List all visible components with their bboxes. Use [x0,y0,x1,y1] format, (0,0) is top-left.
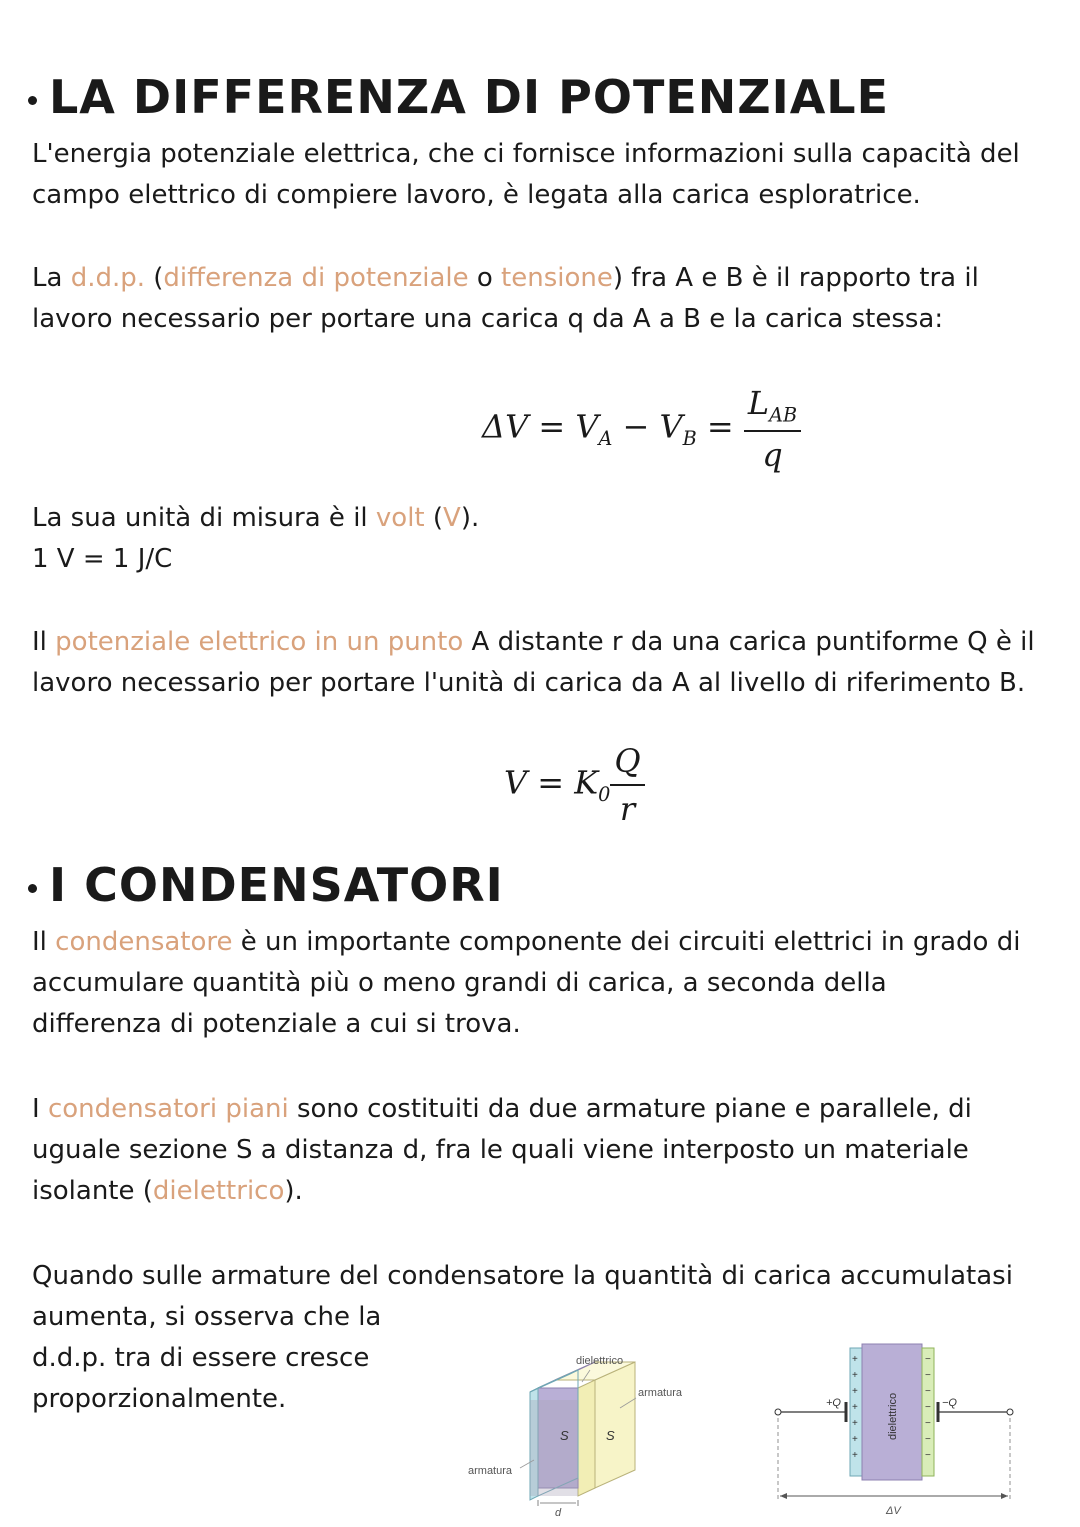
text-line: d.d.p. tra di essere cresce [32,1343,370,1373]
text-line: aumenta, si osserva che la [32,1302,382,1332]
label-s-right: S [606,1428,615,1443]
paragraph-volt [32,498,1052,580]
paragraph-capacitor [32,922,1052,1045]
eq-subscript: AB [769,403,798,427]
highlight-text: condensatore [55,927,233,957]
highlight-text: potenziale elettrico in un punto [55,627,464,657]
label-dielettrico: dielettrico [576,1355,624,1367]
terminal-node-left [775,1409,781,1415]
text: A distante r da una carica puntiforme Q è il [463,627,1035,657]
plate-shadow [530,1400,578,1496]
text: ). [460,503,480,533]
label-armatura-right: armatura [638,1387,683,1399]
svg-text:+: + [852,1418,858,1429]
eq-fraction [744,384,801,474]
text: La [32,263,71,293]
text-line [32,258,1052,299]
highlight-text: tensione [501,263,613,293]
svg-text:−: − [925,1402,931,1413]
eq-numerator [744,384,801,432]
text: ). [284,1176,303,1206]
eq-subscript: B [682,427,697,451]
highlight-text: differenza di potenziale [163,263,469,293]
svg-text:−: − [925,1386,931,1397]
text-line: uguale sezione S a distanza d, fra le quali viene interposto un materiale [32,1135,969,1165]
text-line: lavoro necessario per portare l'unità di carica da A al livello di riferimento B. [32,668,1026,698]
text-line [32,922,1052,963]
section-heading-capacitors [28,858,504,912]
text: I [32,1094,48,1124]
text: ( [145,263,164,293]
paragraph-plane-capacitors [32,1089,1052,1212]
highlight-text: dielettrico [152,1176,285,1206]
svg-text:+: + [852,1370,858,1381]
label-plus-q: +Q [826,1397,841,1409]
text-line: accumulare quantità più o meno grandi di carica, a seconda della [32,968,887,998]
label-d: d [555,1507,562,1519]
label-minus-q: −Q [942,1397,957,1409]
text: Il [32,627,56,657]
text: Il [32,927,56,957]
eq-fraction [610,742,644,828]
text: sono costituiti da due armature piane e parallele, di [288,1094,972,1124]
text-line: differenza di potenziale a cui si trova. [32,1009,521,1039]
highlight-text: volt [375,503,425,533]
label-dielettrico-vertical: dielettrico [887,1392,899,1440]
paragraph-electric-potential [32,622,1052,704]
label-delta-v: ΔV [886,1505,901,1517]
label-armatura-left: armatura [468,1465,513,1477]
text-line: 1 V = 1 J/C [32,544,173,574]
section-heading-potential [28,70,889,124]
text-line: proporzionalmente. [32,1384,287,1414]
svg-text:+: + [852,1434,858,1445]
svg-text:−: − [925,1370,931,1381]
text-line: campo elettrico di compiere lavoro, è legata alla carica esploratrice. [32,180,921,210]
text-line: Quando sulle armature del condensatore la quantità di carica accumulatasi [32,1261,1013,1291]
text: isolante ( [32,1176,153,1206]
highlight-text: V [443,503,461,533]
svg-text:−: − [925,1450,931,1461]
equation-point-potential [504,742,645,828]
bullet-icon [28,884,37,893]
heading-text: LA DIFFERENZA DI POTENZIALE [49,70,890,124]
text-line [32,498,1052,539]
right-plate-edge [578,1380,595,1496]
heading-text: I CONDENSATORI [49,858,504,912]
svg-text:+: + [852,1402,858,1413]
text-line [32,1171,1052,1212]
eq-text: V = K [504,763,599,802]
terminal-node-right [1007,1409,1013,1415]
equation-delta-v [482,384,801,474]
text-line [32,1089,1052,1130]
text-line: L'energia potenziale elettrica, che ci fornisce informazioni sulla capacità del [32,139,1020,169]
eq-text: = [696,407,744,446]
highlight-text: d.d.p. [70,263,145,293]
svg-text:+: + [852,1386,858,1397]
right-plate-side [595,1362,635,1488]
eq-text: L [747,384,770,422]
eq-text: − V [612,407,683,446]
svg-text:−: − [925,1418,931,1429]
bullet-icon [28,96,37,105]
text-line: lavoro necessario per portare una carica q da A a B e la carica stessa: [32,304,944,334]
text-line [32,622,1052,663]
figure-plane-capacitor [460,1348,700,1520]
svg-text:+: + [852,1450,858,1461]
text: ( [424,503,444,533]
svg-text:+: + [852,1354,858,1365]
eq-text: ΔV = V [482,407,599,446]
eq-subscript: A [598,427,613,451]
eq-denominator: r [619,790,636,828]
eq-denominator: q [762,436,783,475]
paragraph-energy [32,134,1052,216]
text: ) fra A e B è il rapporto tra il [612,263,979,293]
svg-text:−: − [925,1354,931,1365]
text: o [468,263,502,293]
label-s-left: S [560,1428,569,1443]
eq-numerator: Q [610,742,644,786]
highlight-text: condensatori piani [47,1094,289,1124]
text: è un importante componente dei circuiti elettrici in grado di [232,927,1021,957]
eq-subscript: 0 [598,782,611,806]
figure-capacitor-circuit [770,1340,1020,1520]
paragraph-ddp [32,258,1052,340]
text: La sua unità di misura è il [32,503,376,533]
svg-text:−: − [925,1434,931,1445]
